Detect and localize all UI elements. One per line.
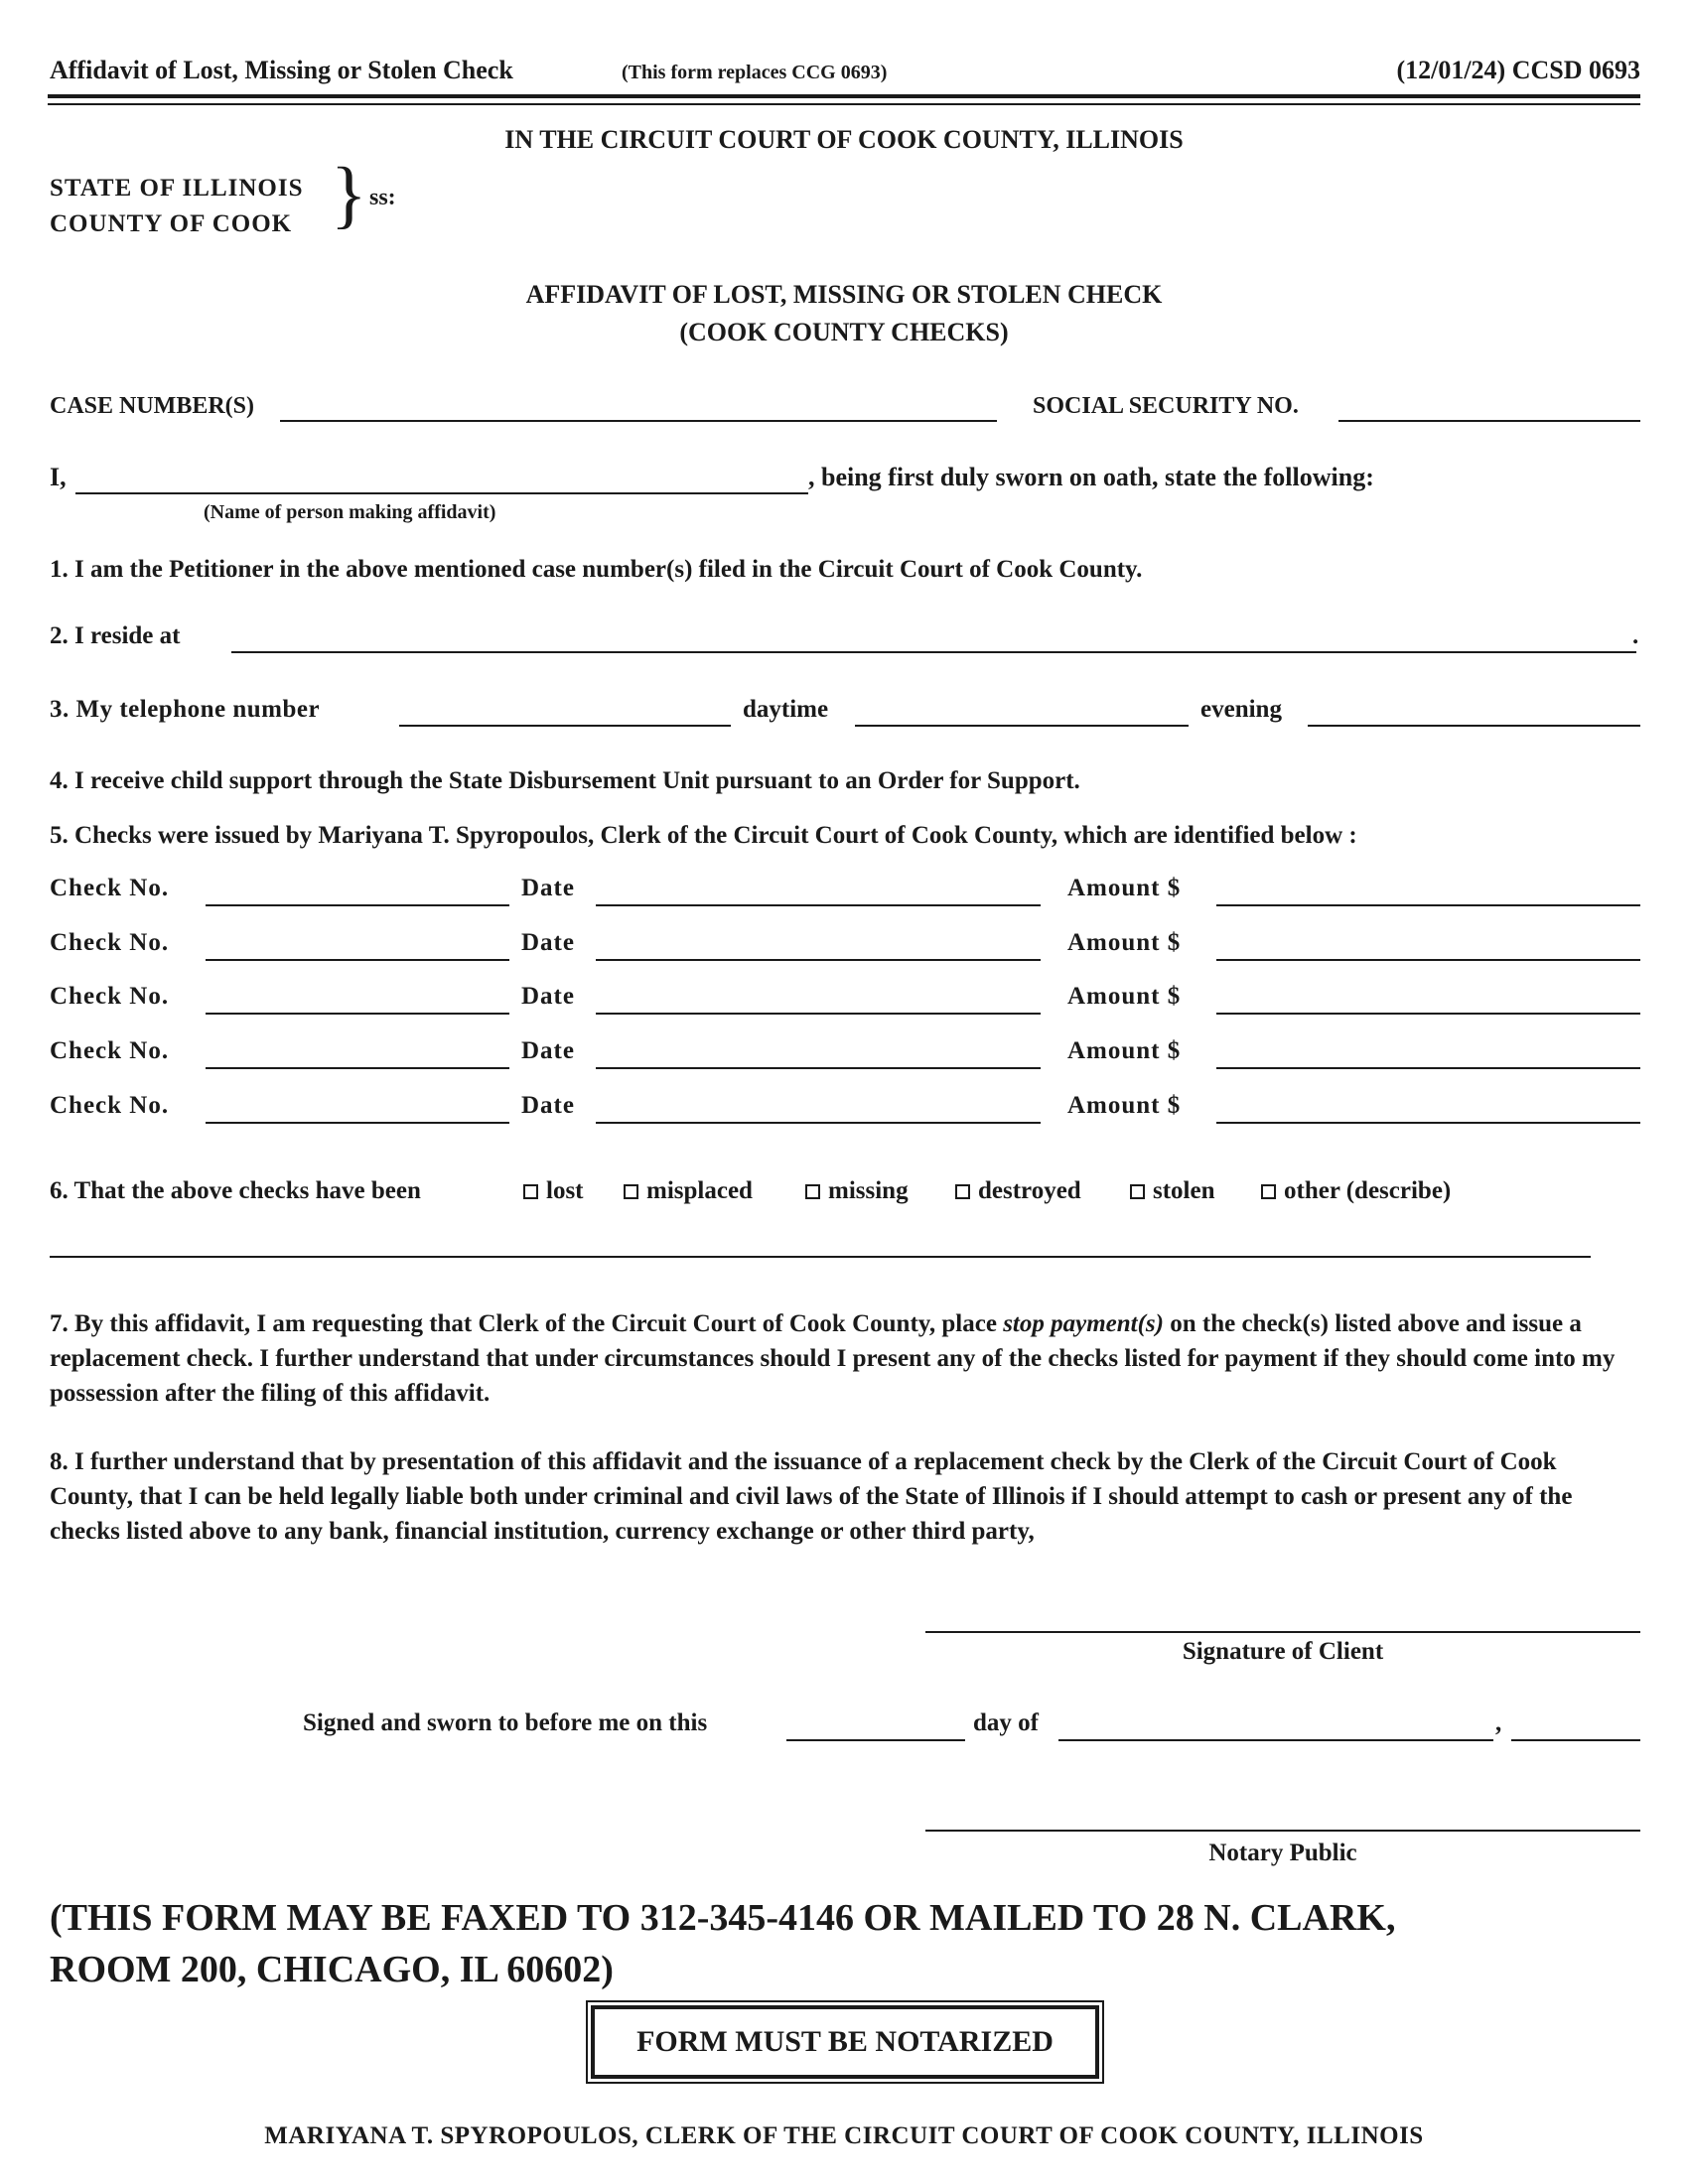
footer-clerk: MARIYANA T. SPYROPOULOS, CLERK OF THE CIRCUIT COURT OF COOK COUNTY, ILLINOIS [264,2122,1424,2149]
check-amount-label: Amount $ [1067,1037,1182,1064]
check-date-field[interactable] [596,1067,1041,1069]
check-amount-field[interactable] [1216,904,1640,906]
client-signature-label: Signature of Client [1182,1638,1384,1665]
affiant-prefix: I, [50,463,67,491]
checkbox-icon[interactable] [955,1184,970,1199]
check-no-field[interactable] [206,1013,509,1015]
option-label: destroyed [978,1177,1081,1204]
item-7-text-end: on the check(s) listed above and issue a replacement check. I further understand that under circumstances should I present any of the checks listed for payment if they should come into my possession after the filing of this affidavit. [50,1310,1616,1407]
item-7-italic: stop payment(s) [1003,1310,1164,1337]
residence-period: . [1632,622,1639,649]
check-date-label: Date [521,875,575,901]
check-date-field[interactable] [596,1122,1041,1124]
item-2-label: 2. I reside at [50,622,181,649]
check-no-label: Check No. [50,983,170,1010]
option-misplaced[interactable] [624,1177,753,1205]
case-number-field[interactable] [280,420,997,422]
client-signature-field[interactable] [925,1631,1640,1633]
phone-field[interactable] [399,725,731,727]
check-date-label: Date [521,929,575,956]
check-amount-label: Amount $ [1067,875,1182,901]
check-amount-field[interactable] [1216,1122,1640,1124]
check-date-label: Date [521,983,575,1010]
other-describe-field[interactable] [50,1256,1591,1258]
notary-signature-field[interactable] [925,1830,1640,1832]
checkbox-icon[interactable] [1130,1184,1145,1199]
check-no-field[interactable] [206,959,509,961]
option-label: lost [546,1177,584,1204]
form-title: AFFIDAVIT OF LOST, MISSING OR STOLEN CHECK [525,280,1163,309]
check-no-label: Check No. [50,1037,170,1064]
form-code: (12/01/24) CCSD 0693 [1396,56,1640,84]
sworn-month-field[interactable] [1058,1739,1493,1741]
venue-county: COUNTY OF COOK [50,210,293,237]
check-amount-label: Amount $ [1067,1092,1182,1119]
notary-public-label: Notary Public [1208,1840,1357,1866]
item-7 [50,1306,1638,1411]
case-number-label: CASE NUMBER(S) [50,393,255,419]
venue-brace: } [331,153,367,236]
notarized-text: FORM MUST BE NOTARIZED [636,2025,1054,2058]
notarized-box [591,2005,1099,2079]
sworn-comma: , [1495,1709,1502,1736]
check-no-label: Check No. [50,929,170,956]
daytime-phone-field[interactable] [855,725,1189,727]
option-label: missing [828,1177,909,1204]
option-missing[interactable] [805,1177,909,1205]
check-amount-field[interactable] [1216,1067,1640,1069]
option-destroyed[interactable] [955,1177,1081,1205]
venue-ss: ss: [369,185,396,210]
check-date-field[interactable] [596,904,1041,906]
checkbox-icon[interactable] [523,1184,538,1199]
option-label: misplaced [646,1177,753,1204]
day-of-label: day of [973,1709,1039,1736]
item-3-label: 3. My telephone number [50,696,321,723]
option-stolen[interactable] [1130,1177,1215,1205]
check-no-field[interactable] [206,1122,509,1124]
form-replaces-note: (This form replaces CCG 0693) [622,62,888,83]
checkbox-icon[interactable] [624,1184,638,1199]
sworn-text: Signed and sworn to before me on this [303,1709,708,1736]
check-date-label: Date [521,1092,575,1119]
residence-field[interactable] [231,651,1636,653]
sworn-year-field[interactable] [1511,1739,1640,1741]
check-no-label: Check No. [50,1092,170,1119]
ssn-label: SOCIAL SECURITY NO. [1033,393,1299,419]
item-8: 8. I further understand that by presentation of this affidavit and the issuance of a replacement check by the Clerk of the Circuit Court of Cook County, that I can be held legally liable both under criminal and civil laws of the State of Illinois if I should attempt to cash or present any of the checks listed above to any bank, financial institution, currency exchange or other third party, [50,1448,1573,1545]
daytime-label: daytime [743,696,829,723]
check-amount-label: Amount $ [1067,983,1182,1010]
affiant-suffix: , being first duly sworn on oath, state the following: [808,463,1374,491]
header-rule-thin [48,103,1640,105]
option-label: stolen [1153,1177,1215,1204]
option-lost[interactable] [523,1177,584,1205]
check-no-label: Check No. [50,875,170,901]
option-label: other (describe) [1284,1177,1452,1204]
item-6-label: 6. That the above checks have been [50,1177,421,1204]
check-date-label: Date [521,1037,575,1064]
header-rule-thick [48,94,1640,98]
item-7-text: 7. By this affidavit, I am requesting that Clerk of the Circuit Court of Cook County, place [50,1310,1004,1337]
ssn-field[interactable] [1338,420,1640,422]
item-5: 5. Checks were issued by Mariyana T. Spyropoulos, Clerk of the Circuit Court of Cook County, which are identified below : [50,822,1357,849]
form-header-title: Affidavit of Lost, Missing or Stolen Check [50,56,513,84]
check-amount-field[interactable] [1216,1013,1640,1015]
notice-line-2: ROOM 200, CHICAGO, IL 60602) [50,1949,614,1990]
affiant-name-field[interactable] [75,492,808,494]
court-heading: IN THE CIRCUIT COURT OF COOK COUNTY, ILLINOIS [504,125,1184,154]
item-1: 1. I am the Petitioner in the above mentioned case number(s) filed in the Circuit Court of Cook County. [50,556,1143,583]
form-subtitle: (COOK COUNTY CHECKS) [679,318,1009,346]
check-amount-label: Amount $ [1067,929,1182,956]
checkbox-icon[interactable] [1261,1184,1276,1199]
check-no-field[interactable] [206,904,509,906]
check-no-field[interactable] [206,1067,509,1069]
evening-label: evening [1200,696,1282,723]
option-other[interactable] [1261,1177,1451,1205]
venue-state: STATE OF ILLINOIS [50,175,304,202]
check-date-field[interactable] [596,1013,1041,1015]
sworn-day-field[interactable] [786,1739,965,1741]
checkbox-icon[interactable] [805,1184,820,1199]
affiant-caption: (Name of person making affidavit) [204,501,496,523]
evening-phone-field[interactable] [1308,725,1640,727]
notice-line-1: (THIS FORM MAY BE FAXED TO 312-345-4146 OR MAILED TO 28 N. CLARK, [50,1897,1396,1939]
check-date-field[interactable] [596,959,1041,961]
check-amount-field[interactable] [1216,959,1640,961]
item-4: 4. I receive child support through the State Disbursement Unit pursuant to an Order for Support. [50,767,1080,794]
